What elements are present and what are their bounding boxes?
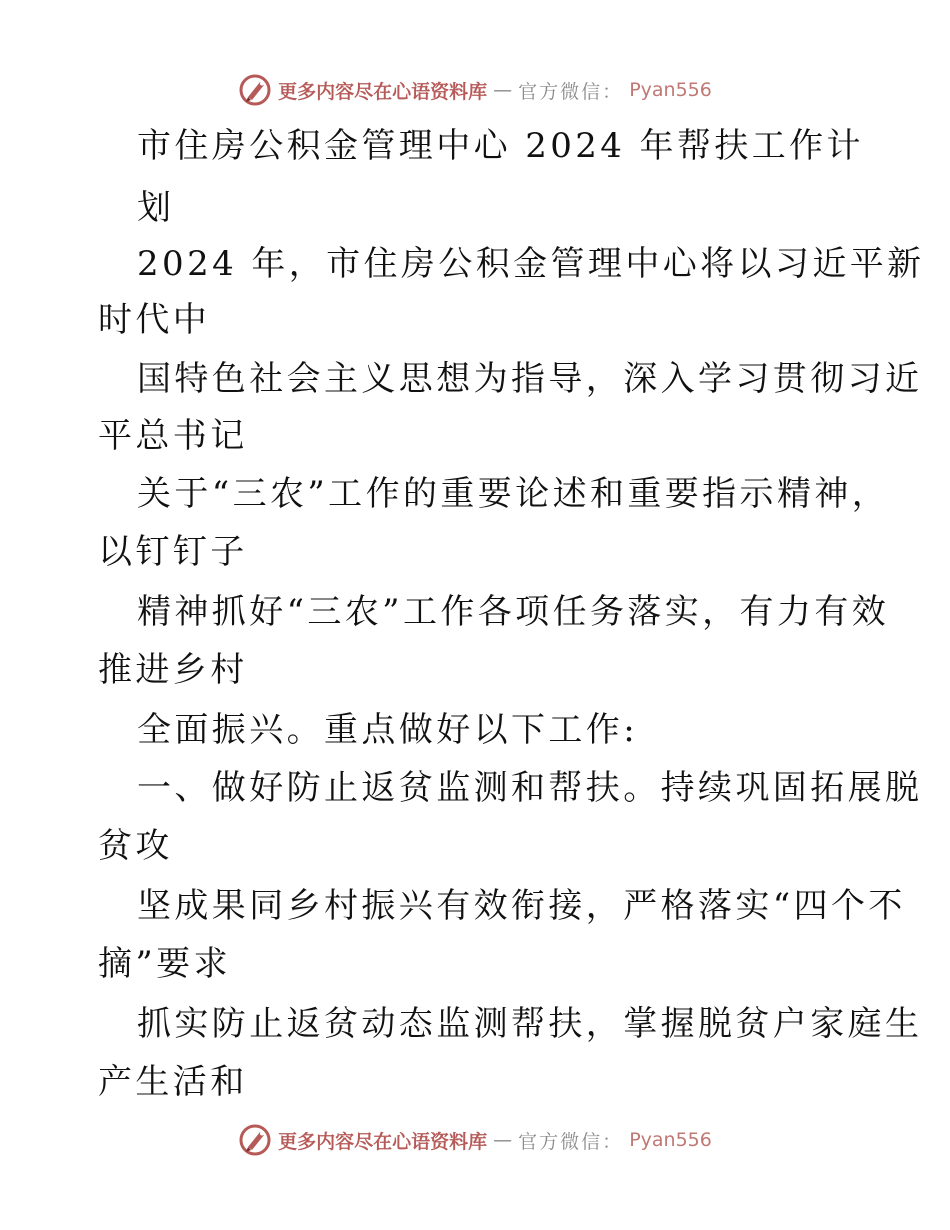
- doc-line: 关于“三农”工作的重要论述和重要指示精神，: [137, 474, 890, 514]
- doc-line: 精神抓好“三农”工作各项任务落实，有力有效: [137, 592, 890, 632]
- watermark-wechat-label: 官方微信：: [518, 80, 624, 103]
- doc-line: 平总书记: [98, 416, 248, 456]
- header-watermark: [0, 70, 950, 110]
- watermark-wechat-label: 官方微信：: [518, 1130, 624, 1153]
- doc-line: 坚成果同乡村振兴有效衔接，严格落实“四个不: [137, 886, 906, 926]
- watermark-main-text: 更多内容尽在心语资料库: [278, 80, 488, 103]
- doc-line: 国特色社会主义思想为指导，深入学习贯彻习近: [137, 359, 923, 399]
- watermark-main-text: 更多内容尽在心语资料库: [278, 1130, 488, 1153]
- doc-line: 时代中: [98, 300, 211, 340]
- doc-line: 摘”要求: [98, 944, 231, 984]
- doc-line: 2024 年，市住房公积金管理中心将以习近平新: [137, 244, 925, 284]
- doc-line: 抓实防止返贫动态监测帮扶，掌握脱贫户家庭生: [137, 1004, 923, 1044]
- footer-watermark: [0, 1120, 950, 1160]
- watermark-wechat-id: Pyan556: [629, 1129, 712, 1151]
- doc-line: 以钉钉子: [98, 532, 248, 572]
- doc-title-line-2: 划: [137, 188, 175, 228]
- pen-logo-icon: [238, 73, 272, 107]
- doc-line: 推进乡村: [98, 650, 248, 690]
- pen-logo-icon: [238, 1123, 272, 1157]
- watermark-separator: —: [493, 1129, 513, 1151]
- doc-line: 全面振兴。重点做好以下工作:: [137, 710, 639, 750]
- doc-line: 产生活和: [98, 1062, 248, 1102]
- doc-line: 贫攻: [98, 826, 173, 866]
- doc-title-line-1: 市住房公积金管理中心 2024 年帮扶工作计: [137, 126, 864, 166]
- watermark-separator: —: [493, 79, 513, 101]
- watermark-wechat-id: Pyan556: [629, 79, 712, 101]
- doc-line: 一、做好防止返贫监测和帮扶。持续巩固拓展脱: [137, 768, 923, 808]
